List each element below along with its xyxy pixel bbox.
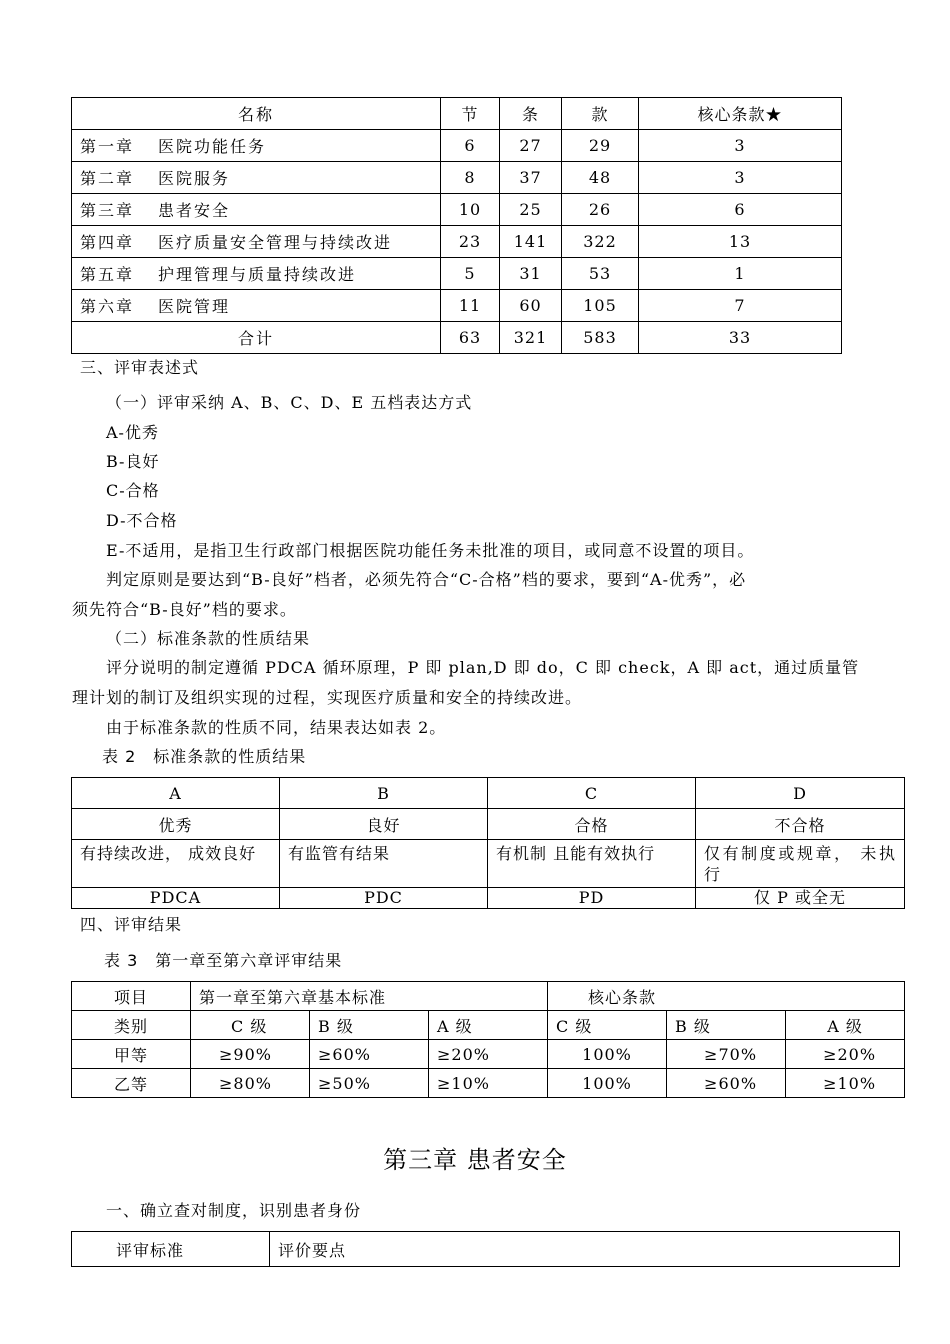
value-cell: 100% [548, 1069, 667, 1098]
table2-intro: 由于标准条款的性质不同，结果表达如表 2。 [106, 718, 447, 737]
header-core-clauses: 核心条款 [548, 982, 905, 1011]
total-label: 合计 [72, 322, 441, 354]
row-name [72, 162, 441, 194]
cell-kuan: 48 [562, 162, 639, 194]
grade-d: D-不合格 [106, 511, 178, 530]
description-cell: 有持续改进， 成效良好 [72, 840, 280, 888]
table-row [72, 1069, 905, 1098]
chapter-label: 第三章 [80, 201, 135, 220]
principle-line1: 判定原则是要达到“B-良好”档者，必须先符合“C-合格”档的要求，要到“A-优秀”，必 [106, 570, 747, 589]
code-cell: PDC [280, 888, 488, 909]
grade-name-cell: 合格 [488, 809, 696, 840]
level-header: B 级 [310, 1011, 429, 1040]
level-header: C 级 [191, 1011, 310, 1040]
pdca-line2: 理计划的制订及组织实现的过程，实现医疗质量和安全的持续改进。 [72, 688, 583, 707]
grade-nature-table [71, 777, 905, 909]
cell-tiao: 25 [500, 194, 562, 226]
row-label: 甲等 [72, 1040, 191, 1069]
cell-core: 3 [639, 130, 842, 162]
row-name [72, 226, 441, 258]
cell-kuan: 322 [562, 226, 639, 258]
cell-jie: 6 [441, 130, 500, 162]
chapter-title: 医院功能任务 [158, 137, 267, 156]
header-name: 名称 [72, 98, 441, 130]
header-kuan: 款 [562, 98, 639, 130]
chapter-title: 患者安全 [158, 201, 231, 220]
cell-kuan: 29 [562, 130, 639, 162]
table-header-row [72, 1232, 900, 1267]
total-kuan: 583 [562, 322, 639, 354]
grade-name-cell: 不合格 [696, 809, 905, 840]
value-cell: ≥80% [191, 1069, 310, 1098]
cell-tiao: 37 [500, 162, 562, 194]
description-cell: 仅有制度或规章， 未执行 [696, 840, 905, 888]
section4-heading: 四、评审结果 [80, 915, 183, 934]
cell-core: 13 [639, 226, 842, 258]
cell-kuan: 53 [562, 258, 639, 290]
table-row [72, 290, 842, 322]
grade-name-cell: 良好 [280, 809, 488, 840]
cell-kuan: 105 [562, 290, 639, 322]
row-name [72, 258, 441, 290]
pdca-line1: 评分说明的制定遵循 PDCA 循环原理，P 即 plan,D 即 do，C 即 check，A 即 act，通过质量管 [106, 658, 860, 677]
chapter-label: 第五章 [80, 265, 135, 284]
grade-a: A-优秀 [106, 423, 159, 442]
section3-heading: 三、评审表述式 [80, 358, 200, 377]
cell-kuan: 26 [562, 194, 639, 226]
chapter-title: 医院管理 [158, 297, 231, 316]
table-header-row [72, 98, 842, 130]
cell-tiao: 141 [500, 226, 562, 258]
chapter-label: 第一章 [80, 137, 135, 156]
letter-cell: A [72, 778, 280, 809]
header-jie: 节 [441, 98, 500, 130]
total-jie: 63 [441, 322, 500, 354]
codes-row [72, 888, 905, 909]
descriptions-row [72, 840, 905, 888]
header-tiao: 条 [500, 98, 562, 130]
cell-jie: 23 [441, 226, 500, 258]
value-cell: ≥20% [786, 1040, 905, 1069]
letter-cell: B [280, 778, 488, 809]
description-cell: 有机制 且能有效执行 [488, 840, 696, 888]
row-name [72, 290, 441, 322]
cell-jie: 5 [441, 258, 500, 290]
cell-tiao: 27 [500, 130, 562, 162]
cell-tiao: 60 [500, 290, 562, 322]
letters-row [72, 778, 905, 809]
table-row [72, 130, 842, 162]
chapter-title: 医院服务 [158, 169, 231, 188]
table-row [72, 162, 842, 194]
header-item: 项目 [72, 982, 191, 1011]
header-basic-standard: 第一章至第六章基本标准 [191, 982, 548, 1011]
table-header-row [72, 982, 905, 1011]
letter-cell: C [488, 778, 696, 809]
names-row [72, 809, 905, 840]
level-header: C 级 [548, 1011, 667, 1040]
description-cell: 有监管有结果 [280, 840, 488, 888]
level-header: B 级 [667, 1011, 786, 1040]
total-tiao: 321 [500, 322, 562, 354]
table-row [72, 258, 842, 290]
table-row [72, 194, 842, 226]
grade-c: C-合格 [106, 481, 160, 500]
cell-core: 1 [639, 258, 842, 290]
table-header-row [72, 1011, 905, 1040]
row-label: 乙等 [72, 1069, 191, 1098]
chapter-title: 医疗质量安全管理与持续改进 [158, 233, 393, 252]
review-standard-table [71, 1231, 900, 1267]
value-cell: ≥60% [667, 1069, 786, 1098]
row-name [72, 130, 441, 162]
value-cell: ≥50% [310, 1069, 429, 1098]
value-cell: ≥90% [191, 1040, 310, 1069]
cell-jie: 10 [441, 194, 500, 226]
value-cell: ≥60% [310, 1040, 429, 1069]
section3-sub2: （二）标准条款的性质结果 [106, 629, 311, 648]
chapter-title: 第三章 患者安全 [383, 1146, 567, 1174]
chapter-label: 第四章 [80, 233, 135, 252]
header-standard: 评审标准 [72, 1232, 270, 1267]
chapter-title: 护理管理与质量持续改进 [158, 265, 357, 284]
table-row [72, 226, 842, 258]
cell-core: 6 [639, 194, 842, 226]
review-result-table [71, 981, 905, 1098]
cell-jie: 8 [441, 162, 500, 194]
cell-core: 3 [639, 162, 842, 194]
table2-caption: 表 2 标准条款的性质结果 [102, 747, 307, 766]
header-category: 类别 [72, 1011, 191, 1040]
table-total-row [72, 322, 842, 354]
section3-sub1: （一）评审采纳 A、B、C、D、E 五档表达方式 [106, 393, 473, 412]
chapter-label: 第六章 [80, 297, 135, 316]
value-cell: ≥10% [786, 1069, 905, 1098]
grade-name-cell: 优秀 [72, 809, 280, 840]
header-core: 核心条款★ [639, 98, 842, 130]
value-cell: ≥70% [667, 1040, 786, 1069]
cell-core: 7 [639, 290, 842, 322]
table-row [72, 1040, 905, 1069]
cell-tiao: 31 [500, 258, 562, 290]
header-evaluation-points: 评价要点 [270, 1232, 900, 1267]
level-header: A 级 [429, 1011, 548, 1040]
grade-e: E-不适用，是指卫生行政部门根据医院功能任务未批准的项目，或同意不设置的项目。 [106, 541, 755, 560]
cell-jie: 11 [441, 290, 500, 322]
table3-caption: 表 3 第一章至第六章评审结果 [104, 951, 343, 970]
chapter3-section1: 一、确立查对制度，识别患者身份 [106, 1201, 362, 1220]
level-header: A 级 [786, 1011, 905, 1040]
code-cell: PDCA [72, 888, 280, 909]
chapter-label: 第二章 [80, 169, 135, 188]
principle-line2: 须先符合“B-良好”档的要求。 [72, 600, 297, 619]
row-name [72, 194, 441, 226]
code-cell: 仅 P 或全无 [696, 888, 905, 909]
total-core: 33 [639, 322, 842, 354]
value-cell: ≥10% [429, 1069, 548, 1098]
letter-cell: D [696, 778, 905, 809]
code-cell: PD [488, 888, 696, 909]
chapter-summary-table [71, 97, 842, 354]
grade-b: B-良好 [106, 452, 160, 471]
value-cell: 100% [548, 1040, 667, 1069]
value-cell: ≥20% [429, 1040, 548, 1069]
